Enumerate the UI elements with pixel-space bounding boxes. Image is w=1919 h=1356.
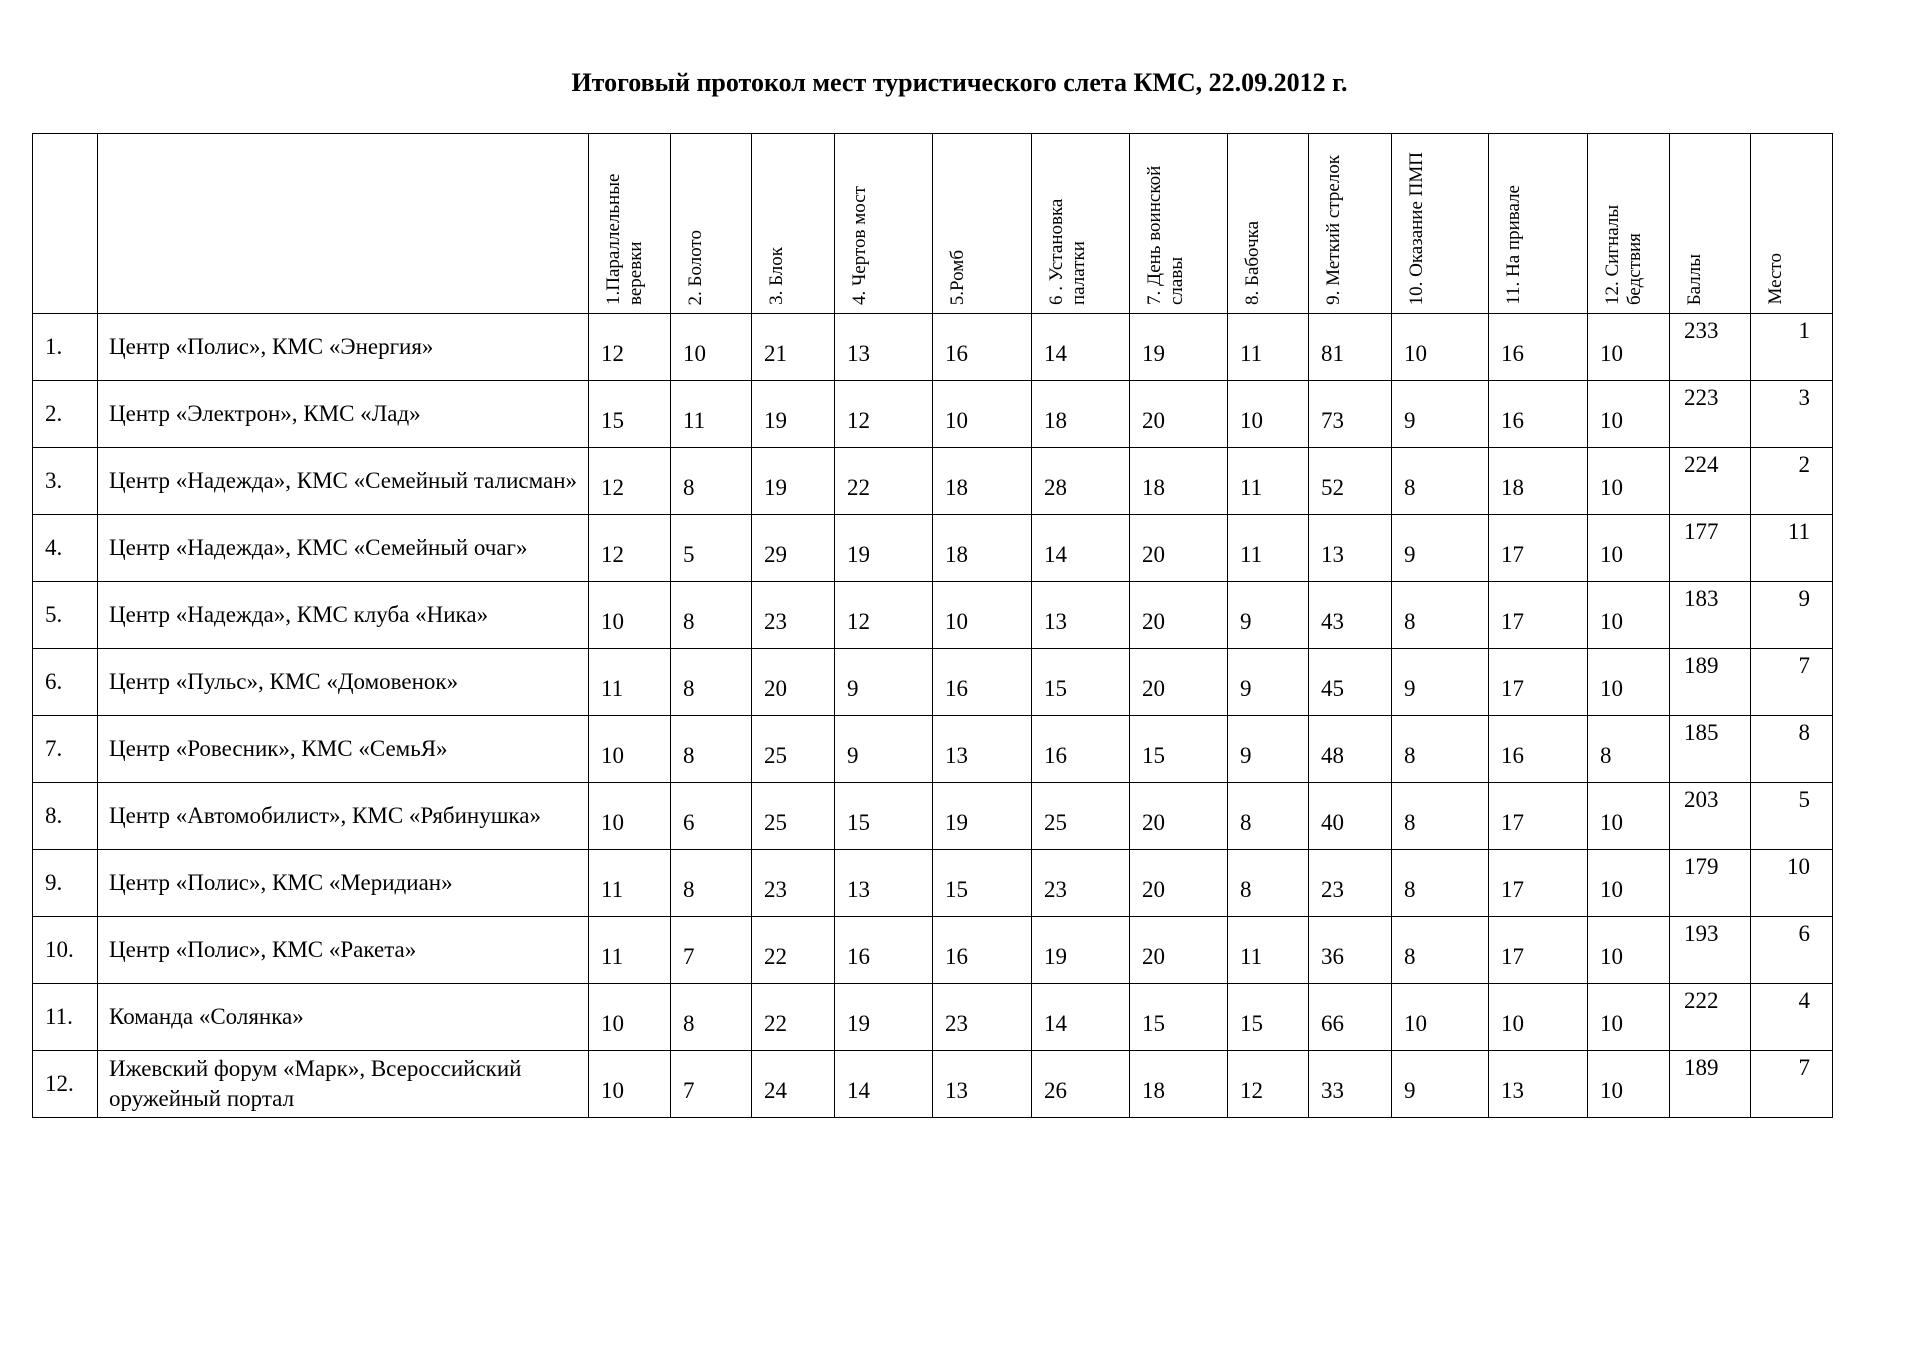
score-cell: 7 <box>671 917 752 984</box>
score-cell: 13 <box>933 1051 1032 1118</box>
score-cell: 9 <box>1228 649 1309 716</box>
table-row <box>33 850 1833 917</box>
score-cell: 12 <box>589 448 671 515</box>
table-row <box>33 314 1833 381</box>
score-cell: 10 <box>1588 381 1670 448</box>
score-cell: 16 <box>933 314 1032 381</box>
row-number: 4. <box>33 515 98 582</box>
team-name: Центр «Полис», КМС «Меридиан» <box>98 850 589 917</box>
score-cell: 8 <box>1588 716 1670 783</box>
score-cell: 16 <box>1032 716 1130 783</box>
score-cell: 25 <box>1032 783 1130 850</box>
score-cell: 23 <box>752 850 835 917</box>
header-cell <box>835 134 933 314</box>
header-label-wrap <box>1670 248 1750 313</box>
header-cell <box>1588 134 1670 314</box>
table-row <box>33 448 1833 515</box>
row-number: 8. <box>33 783 98 850</box>
header-label-wrap <box>933 244 1031 313</box>
table-row <box>33 381 1833 448</box>
score-cell: 15 <box>1228 984 1309 1051</box>
score-cell: 10 <box>671 314 752 381</box>
score-cell: 14 <box>1032 984 1130 1051</box>
score-cell: 13 <box>1309 515 1392 582</box>
score-cell: 16 <box>1489 381 1588 448</box>
score-cell: 5 <box>671 515 752 582</box>
score-cell: 17 <box>1489 515 1588 582</box>
score-cell: 25 <box>752 783 835 850</box>
score-cell: 10 <box>1588 984 1670 1051</box>
header-label: 10. Оказание ПМП <box>1406 151 1427 305</box>
score-cell: 10 <box>589 783 671 850</box>
score-cell: 13 <box>933 716 1032 783</box>
row-number: 7. <box>33 716 98 783</box>
score-cell: 20 <box>752 649 835 716</box>
score-cell: 16 <box>933 649 1032 716</box>
score-cell: 10 <box>1588 917 1670 984</box>
score-cell: 33 <box>1309 1051 1392 1118</box>
header-label-wrap <box>589 134 670 313</box>
score-cell: 19 <box>1130 314 1228 381</box>
score-cell: 8 <box>671 448 752 515</box>
score-cell: 17 <box>1489 917 1588 984</box>
header-label: Баллы <box>1684 253 1705 305</box>
score-cell: 28 <box>1032 448 1130 515</box>
row-number: 3. <box>33 448 98 515</box>
header-label-wrap <box>1130 134 1227 313</box>
score-cell: 12 <box>835 582 933 649</box>
final-place: 10 <box>1751 850 1833 917</box>
score-cell: 20 <box>1130 850 1228 917</box>
score-cell: 13 <box>1032 582 1130 649</box>
table-row <box>33 984 1833 1051</box>
score-cell: 23 <box>1032 850 1130 917</box>
header-label: 7. День воинской славы <box>1144 165 1187 305</box>
header-label: 4. Чертов мост <box>849 185 870 305</box>
score-cell: 13 <box>1489 1051 1588 1118</box>
score-cell: 10 <box>933 582 1032 649</box>
final-place: 5 <box>1751 783 1833 850</box>
score-cell: 10 <box>589 1051 671 1118</box>
score-cell: 10 <box>1588 515 1670 582</box>
score-cell: 16 <box>1489 716 1588 783</box>
score-cell: 26 <box>1032 1051 1130 1118</box>
score-cell: 19 <box>752 448 835 515</box>
score-cell: 8 <box>1228 783 1309 850</box>
score-cell: 52 <box>1309 448 1392 515</box>
score-cell: 15 <box>589 381 671 448</box>
score-cell: 20 <box>1130 649 1228 716</box>
score-cell: 7 <box>671 1051 752 1118</box>
header-cell <box>671 134 752 314</box>
score-cell: 8 <box>1392 716 1489 783</box>
row-number: 9. <box>33 850 98 917</box>
score-cell: 12 <box>1228 1051 1309 1118</box>
team-name: Ижевский форум «Марк», Всероссийский оружейный портал <box>98 1051 589 1118</box>
page-title: Итоговый протокол мест туристического слета КМС, 22.09.2012 г. <box>571 68 1348 97</box>
header-label: 11. На привале <box>1503 185 1524 305</box>
score-cell: 8 <box>671 582 752 649</box>
score-cell: 8 <box>671 716 752 783</box>
table-row <box>33 515 1833 582</box>
score-cell: 10 <box>1588 850 1670 917</box>
score-cell: 19 <box>835 984 933 1051</box>
score-cell: 19 <box>752 381 835 448</box>
score-cell: 11 <box>1228 448 1309 515</box>
score-cell: 8 <box>1392 850 1489 917</box>
team-name: Центр «Электрон», КМС «Лад» <box>98 381 589 448</box>
team-name: Центр «Автомобилист», КМС «Рябинушка» <box>98 783 589 850</box>
score-cell: 10 <box>589 716 671 783</box>
score-cell: 8 <box>1392 917 1489 984</box>
header-cell <box>589 134 671 314</box>
score-cell: 10 <box>1588 448 1670 515</box>
final-place: 8 <box>1751 716 1833 783</box>
score-cell: 9 <box>1392 381 1489 448</box>
final-place: 11 <box>1751 515 1833 582</box>
score-cell: 45 <box>1309 649 1392 716</box>
score-cell: 16 <box>1489 314 1588 381</box>
row-number: 5. <box>33 582 98 649</box>
total-points: 193 <box>1670 917 1751 984</box>
score-cell: 10 <box>1489 984 1588 1051</box>
header-label-wrap <box>1309 149 1391 313</box>
score-cell: 25 <box>752 716 835 783</box>
header-cell <box>1489 134 1588 314</box>
score-cell: 11 <box>1228 314 1309 381</box>
score-cell: 10 <box>1392 314 1489 381</box>
score-cell: 17 <box>1489 649 1588 716</box>
final-place: 6 <box>1751 917 1833 984</box>
score-cell: 10 <box>1588 649 1670 716</box>
total-points: 203 <box>1670 783 1751 850</box>
score-cell: 10 <box>1588 1051 1670 1118</box>
score-cell: 11 <box>1228 515 1309 582</box>
total-points: 189 <box>1670 1051 1751 1118</box>
header-label-wrap <box>1489 179 1587 313</box>
header-label-wrap <box>835 180 932 313</box>
score-cell: 17 <box>1489 783 1588 850</box>
final-place: 2 <box>1751 448 1833 515</box>
score-cell: 8 <box>671 649 752 716</box>
score-cell: 11 <box>589 850 671 917</box>
score-cell: 14 <box>1032 515 1130 582</box>
final-place: 1 <box>1751 314 1833 381</box>
score-cell: 20 <box>1130 917 1228 984</box>
score-cell: 8 <box>1392 582 1489 649</box>
score-cell: 16 <box>933 917 1032 984</box>
score-cell: 15 <box>835 783 933 850</box>
table-body <box>33 314 1833 1118</box>
score-cell: 11 <box>589 649 671 716</box>
score-cell: 8 <box>671 850 752 917</box>
table-row <box>33 783 1833 850</box>
table-row <box>33 1051 1833 1118</box>
score-cell: 10 <box>1588 314 1670 381</box>
header-label: 12. Сигналы бедствия <box>1602 204 1645 305</box>
score-cell: 15 <box>1130 716 1228 783</box>
score-cell: 12 <box>835 381 933 448</box>
header-label: 8. Бабочка <box>1242 221 1263 305</box>
team-name: Центр «Полис», КМС «Энергия» <box>98 314 589 381</box>
score-cell: 18 <box>1489 448 1588 515</box>
score-cell: 8 <box>1392 448 1489 515</box>
header-label: 3. Блок <box>766 247 787 305</box>
row-number: 11. <box>33 984 98 1051</box>
score-cell: 18 <box>1130 1051 1228 1118</box>
header-label: 5.Ромб <box>947 249 968 305</box>
header-label: 2. Болото <box>685 229 706 305</box>
score-cell: 10 <box>1228 381 1309 448</box>
score-cell: 22 <box>752 917 835 984</box>
row-number: 12. <box>33 1051 98 1118</box>
score-cell: 18 <box>933 448 1032 515</box>
table-row <box>33 917 1833 984</box>
team-name: Центр «Надежда», КМС клуба «Ника» <box>98 582 589 649</box>
score-cell: 20 <box>1130 582 1228 649</box>
score-cell: 10 <box>933 381 1032 448</box>
score-cell: 15 <box>933 850 1032 917</box>
score-cell: 22 <box>835 448 933 515</box>
score-cell: 13 <box>835 850 933 917</box>
final-place: 4 <box>1751 984 1833 1051</box>
header-label-wrap <box>1032 134 1129 313</box>
final-place: 7 <box>1751 649 1833 716</box>
score-cell: 18 <box>933 515 1032 582</box>
score-cell: 24 <box>752 1051 835 1118</box>
header-label: 6 . Установка палатки <box>1046 198 1089 305</box>
score-cell: 9 <box>1392 515 1489 582</box>
header-label-wrap <box>671 224 751 313</box>
score-cell: 18 <box>1032 381 1130 448</box>
header-label-wrap <box>752 241 834 313</box>
total-points: 223 <box>1670 381 1751 448</box>
total-points: 224 <box>1670 448 1751 515</box>
score-cell: 17 <box>1489 850 1588 917</box>
row-number: 10. <box>33 917 98 984</box>
score-cell: 9 <box>835 649 933 716</box>
header-cell <box>1309 134 1392 314</box>
score-cell: 14 <box>1032 314 1130 381</box>
score-cell: 20 <box>1130 515 1228 582</box>
header-cell <box>1670 134 1751 314</box>
score-cell: 8 <box>671 984 752 1051</box>
header-cell <box>1228 134 1309 314</box>
score-cell: 20 <box>1130 783 1228 850</box>
score-cell: 43 <box>1309 582 1392 649</box>
team-name: Центр «Надежда», КМС «Семейный талисман» <box>98 448 589 515</box>
score-cell: 10 <box>589 984 671 1051</box>
score-cell: 8 <box>1392 783 1489 850</box>
score-cell: 23 <box>752 582 835 649</box>
score-cell: 36 <box>1309 917 1392 984</box>
score-cell: 10 <box>1588 783 1670 850</box>
header-cell <box>1032 134 1130 314</box>
table-header-row <box>33 134 1833 314</box>
total-points: 183 <box>1670 582 1751 649</box>
header-cell <box>752 134 835 314</box>
score-cell: 23 <box>933 984 1032 1051</box>
score-cell: 18 <box>1130 448 1228 515</box>
header-cell <box>1130 134 1228 314</box>
team-name: Центр «Надежда», КМС «Семейный очаг» <box>98 515 589 582</box>
header-label-wrap <box>1228 215 1308 313</box>
team-name: Центр «Пульс», КМС «Домовенок» <box>98 649 589 716</box>
header-label-wrap <box>1588 134 1669 313</box>
score-cell: 9 <box>835 716 933 783</box>
team-name: Центр «Полис», КМС «Ракета» <box>98 917 589 984</box>
header-label-wrap <box>1751 247 1832 313</box>
score-cell: 22 <box>752 984 835 1051</box>
total-points: 222 <box>1670 984 1751 1051</box>
score-cell: 19 <box>1032 917 1130 984</box>
score-cell: 11 <box>589 917 671 984</box>
score-cell: 9 <box>1392 649 1489 716</box>
score-cell: 48 <box>1309 716 1392 783</box>
score-cell: 66 <box>1309 984 1392 1051</box>
score-cell: 19 <box>835 515 933 582</box>
score-cell: 11 <box>671 381 752 448</box>
score-cell: 23 <box>1309 850 1392 917</box>
score-cell: 12 <box>589 515 671 582</box>
header-cell-number <box>33 134 98 314</box>
final-place: 9 <box>1751 582 1833 649</box>
header-label: Место <box>1765 253 1786 305</box>
row-number: 2. <box>33 381 98 448</box>
header-cell <box>1392 134 1489 314</box>
header-label: 1.Параллельные веревки <box>603 173 646 305</box>
header-label-wrap <box>1392 146 1488 313</box>
score-cell: 40 <box>1309 783 1392 850</box>
score-cell: 16 <box>835 917 933 984</box>
score-cell: 29 <box>752 515 835 582</box>
score-cell: 14 <box>835 1051 933 1118</box>
header-label: 9. Меткий стрелок <box>1323 155 1344 305</box>
team-name: Команда «Солянка» <box>98 984 589 1051</box>
row-number: 6. <box>33 649 98 716</box>
score-cell: 9 <box>1228 582 1309 649</box>
table-row <box>33 716 1833 783</box>
score-cell: 9 <box>1228 716 1309 783</box>
table-row <box>33 649 1833 716</box>
score-cell: 81 <box>1309 314 1392 381</box>
row-number: 1. <box>33 314 98 381</box>
score-cell: 10 <box>1588 582 1670 649</box>
table-row <box>33 582 1833 649</box>
score-cell: 10 <box>589 582 671 649</box>
score-cell: 9 <box>1392 1051 1489 1118</box>
total-points: 233 <box>1670 314 1751 381</box>
score-cell: 73 <box>1309 381 1392 448</box>
team-name: Центр «Ровесник», КМС «СемьЯ» <box>98 716 589 783</box>
total-points: 179 <box>1670 850 1751 917</box>
final-place: 3 <box>1751 381 1833 448</box>
score-cell: 15 <box>1032 649 1130 716</box>
score-cell: 21 <box>752 314 835 381</box>
final-place: 7 <box>1751 1051 1833 1118</box>
score-cell: 15 <box>1130 984 1228 1051</box>
score-cell: 20 <box>1130 381 1228 448</box>
score-cell: 19 <box>933 783 1032 850</box>
score-cell: 10 <box>1392 984 1489 1051</box>
score-cell: 6 <box>671 783 752 850</box>
header-cell <box>1751 134 1833 314</box>
results-table <box>32 133 1833 1118</box>
score-cell: 11 <box>1228 917 1309 984</box>
header-cell-team <box>98 134 589 314</box>
header-cell <box>933 134 1032 314</box>
total-points: 189 <box>1670 649 1751 716</box>
score-cell: 13 <box>835 314 933 381</box>
score-cell: 12 <box>589 314 671 381</box>
total-points: 185 <box>1670 716 1751 783</box>
total-points: 177 <box>1670 515 1751 582</box>
score-cell: 17 <box>1489 582 1588 649</box>
score-cell: 8 <box>1228 850 1309 917</box>
